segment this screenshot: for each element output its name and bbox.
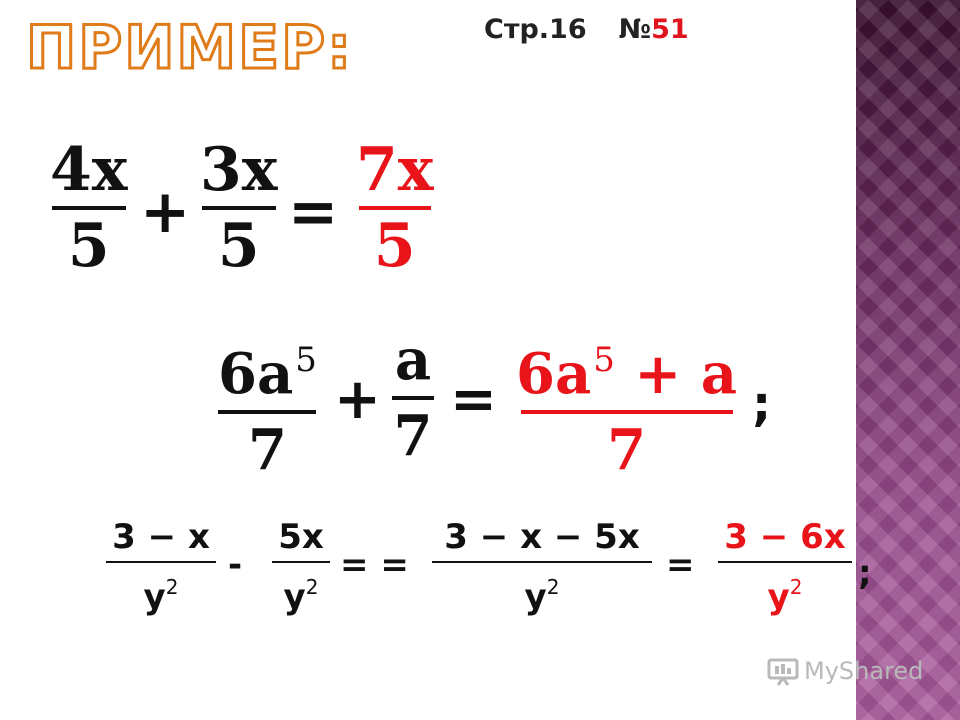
decorative-side-stripe xyxy=(856,0,960,720)
eq1-f1-numerator: 4x xyxy=(50,135,128,205)
eq2-f1-denominator: 7 xyxy=(247,417,287,483)
eq2-f1-base: 6a xyxy=(218,341,294,407)
fraction-bar xyxy=(718,561,852,563)
eq3-result-den-exponent: 2 xyxy=(789,575,803,599)
eq3-result-den-base: y xyxy=(767,577,790,617)
eq3-f2-den-exponent: 2 xyxy=(305,575,319,599)
exercise-number: 51 xyxy=(651,14,689,45)
fraction-bar xyxy=(521,410,733,414)
eq3-fraction-2 xyxy=(272,518,330,616)
fraction-bar xyxy=(106,561,216,563)
watermark-text: MyShared xyxy=(804,657,924,685)
number-sign: № xyxy=(618,14,652,45)
eq3-f2-denominator xyxy=(284,568,319,616)
eq1-f2-denominator: 5 xyxy=(217,211,260,281)
eq3-equals-sign: = xyxy=(666,545,695,585)
eq3-f2-numerator: 5x xyxy=(278,517,324,557)
eq2-semicolon: ; xyxy=(752,376,772,432)
fraction-bar xyxy=(359,206,431,210)
eq2-result-base: 6a xyxy=(516,341,592,407)
eq2-result-denominator: 7 xyxy=(607,417,647,483)
eq3-minus-sign: - xyxy=(228,545,243,585)
fraction-bar xyxy=(218,410,316,414)
eq3-f3-numerator: 3 − x − 5x xyxy=(444,517,640,557)
fraction-bar xyxy=(272,561,330,563)
fraction-bar xyxy=(202,206,276,210)
eq3-f1-den-base: y xyxy=(143,577,166,617)
fraction-bar xyxy=(52,206,126,210)
eq3-double-equals: = = xyxy=(340,545,409,585)
eq2-fraction-1 xyxy=(218,330,317,483)
eq1-f1-denominator: 5 xyxy=(67,211,110,281)
eq2-f1-numerator xyxy=(218,330,317,407)
eq3-result-fraction xyxy=(718,518,852,616)
eq2-result-exponent: 5 xyxy=(593,340,615,380)
eq2-result-numerator xyxy=(516,330,738,407)
eq2-f2-numerator: a xyxy=(394,327,432,393)
eq1-f2-numerator: 3x xyxy=(200,135,278,205)
fraction-bar xyxy=(392,396,434,400)
watermark xyxy=(766,656,923,686)
eq2-fraction-2 xyxy=(392,327,434,469)
eq1-result-denominator: 5 xyxy=(373,211,416,281)
eq1-fraction-1 xyxy=(50,135,128,281)
eq3-f2-den-base: y xyxy=(283,577,306,617)
eq2-result-fraction xyxy=(516,330,738,483)
eq3-f3-den-base: y xyxy=(524,577,547,617)
page-reference xyxy=(484,12,689,48)
eq1-result-numerator: 7x xyxy=(356,135,434,205)
eq3-fraction-1 xyxy=(106,518,216,616)
eq3-f1-denominator xyxy=(144,568,179,616)
eq3-result-numerator: 3 − 6x xyxy=(724,517,846,557)
eq2-f1-exponent: 5 xyxy=(295,340,317,380)
eq3-semicolon: ; xyxy=(858,553,872,593)
eq3-f1-numerator: 3 − x xyxy=(112,517,210,557)
eq1-fraction-2 xyxy=(200,135,278,281)
presentation-icon xyxy=(766,656,800,686)
eq3-f3-den-exponent: 2 xyxy=(546,575,560,599)
eq3-f1-den-exponent: 2 xyxy=(165,575,179,599)
eq3-fraction-3 xyxy=(432,518,652,616)
eq1-equals-sign: = xyxy=(288,177,339,247)
page-ref-text: Стр.16 xyxy=(484,14,587,45)
eq1-result-fraction xyxy=(356,135,434,281)
eq2-f2-denominator: 7 xyxy=(393,403,433,469)
fraction-bar xyxy=(432,561,652,563)
eq3-result-denominator xyxy=(768,568,803,616)
eq2-plus-sign: + xyxy=(334,367,381,432)
eq1-plus-sign: + xyxy=(140,177,191,247)
eq2-result-rest: + a xyxy=(614,341,738,407)
eq2-equals-sign: = xyxy=(450,367,497,432)
eq3-f3-denominator xyxy=(525,568,560,616)
slide-title: ПРИМЕР: xyxy=(26,13,354,83)
